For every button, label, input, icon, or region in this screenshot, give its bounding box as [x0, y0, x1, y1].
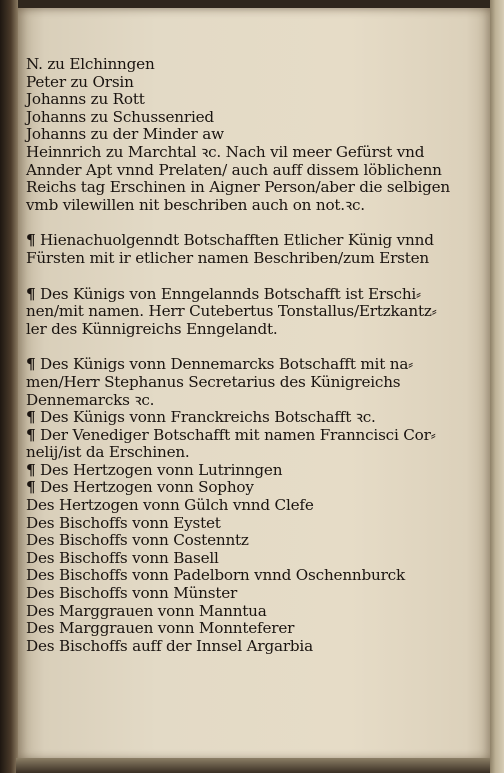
text-line: ¶ Der Venediger Botschafft mit namen Franncisci Cor⸗	[26, 425, 436, 444]
text-line: Des Bischoffs vonn Costenntz	[26, 531, 249, 550]
text-line: men/Herr Stephanus Secretarius des Künigreichs	[26, 372, 401, 391]
text-block-england	[26, 286, 478, 339]
text-line: Johanns zu der Minder aw	[26, 125, 224, 144]
page-text	[26, 56, 478, 655]
text-line: nen/mit namen. Herr Cutebertus Tonstallus/Ertzkantz⸗	[26, 302, 437, 321]
text-line: Dennemarcks ꝛc.	[26, 390, 155, 409]
pilcrow-icon: ¶	[26, 478, 36, 497]
text-line: Des Bischoffs auff der Innsel Argarbia	[26, 636, 313, 655]
text-line: Peter zu Orsin	[26, 72, 134, 91]
text-line: ¶ Des Künigs vonn Franckreichs Botschafft ꝛc.	[26, 408, 376, 427]
text-line: ¶ Hienachuolgenndt Botschafften Etlicher Künig vnnd	[26, 231, 434, 250]
text-line: Annder Apt vnnd Prelaten/ auch auff dissem löblichenn	[26, 160, 442, 179]
text-block-abbots	[26, 56, 478, 214]
text-line: nelij/ist da Erschinen.	[26, 443, 190, 462]
text-line: Johanns zu Schussenried	[26, 107, 214, 126]
text-line: Johanns zu Rott	[26, 90, 145, 109]
text-line: Des Bischoffs vonn Eystet	[26, 513, 221, 532]
text-line: Des Bischoffs vonn Münster	[26, 584, 238, 603]
text-line: Des Bischoffs vonn Basell	[26, 548, 219, 567]
text-line: ¶ Des Hertzogen vonn Sophoy	[26, 478, 254, 497]
page-edge	[490, 0, 504, 773]
pilcrow-icon: ¶	[26, 425, 36, 444]
pilcrow-icon: ¶	[26, 460, 36, 479]
text-line: ler des Künnigreichs Enngelandt.	[26, 319, 278, 338]
page-bottom-edge	[16, 758, 490, 773]
text-line: Des Bischoffs vonn Padelborn vnnd Oschennburck	[26, 566, 405, 585]
text-line: Des Marggrauen vonn Manntua	[26, 601, 267, 620]
text-line: Heinnrich zu Marchtal ꝛc. Nach vil meer Gefürst vnd	[26, 142, 425, 161]
text-line: ¶ Des Künigs von Enngelannds Botschafft ist Erschi⸗	[26, 284, 421, 303]
pilcrow-icon: ¶	[26, 408, 36, 427]
pilcrow-icon: ¶	[26, 355, 36, 374]
text-line: Reichs tag Erschinen in Aigner Person/aber die selbigen	[26, 178, 451, 197]
text-block-heading	[26, 232, 478, 267]
text-line: Fürsten mit ir etlicher namen Beschriben/zum Ersten	[26, 248, 429, 267]
text-line: Des Hertzogen vonn Gülch vnnd Clefe	[26, 496, 314, 515]
book-spine	[0, 0, 18, 773]
pilcrow-icon: ¶	[26, 231, 36, 250]
text-block-envoys	[26, 356, 478, 655]
text-line: vmb vilewillen nit beschriben auch on not.ꝛc.	[26, 195, 365, 214]
text-line: Des Marggrauen vonn Monnteferer	[26, 619, 295, 638]
text-line: ¶ Des Künigs vonn Dennemarcks Botschafft mit na⸗	[26, 355, 414, 374]
text-line: N. zu Elchinngen	[26, 55, 155, 73]
text-line: ¶ Des Hertzogen vonn Lutrinngen	[26, 460, 283, 479]
pilcrow-icon: ¶	[26, 284, 36, 303]
